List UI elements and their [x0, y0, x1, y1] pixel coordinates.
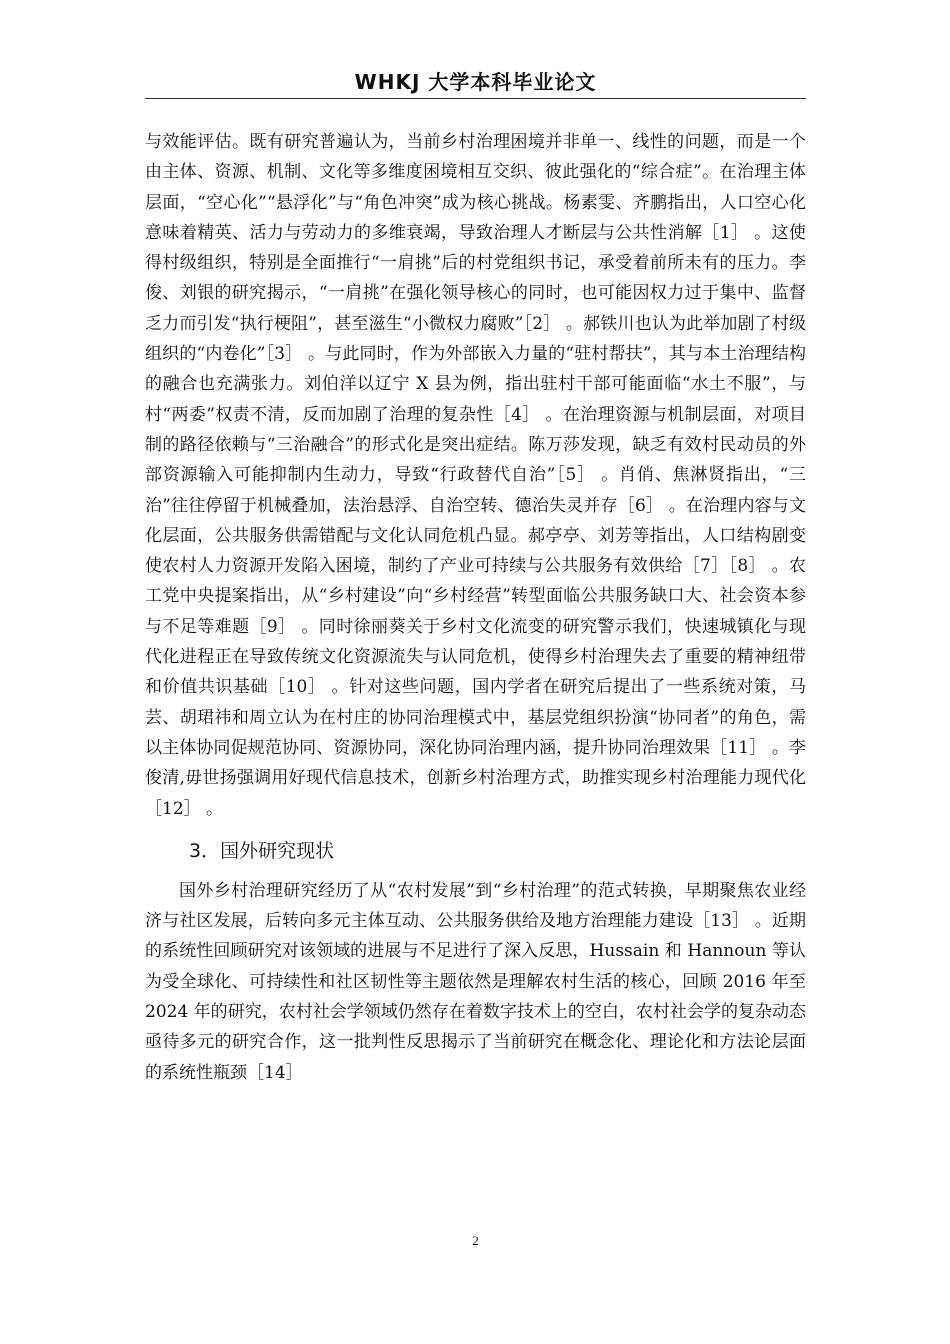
- section-heading-foreign-research: 3．国外研究现状: [189, 839, 335, 862]
- body-paragraph-foreign-research: 国外乡村治理研究经历了从“农村发展”到“乡村治理”的范式转换，早期聚焦农业经济与社区发展，后转向多元主体互动、公共服务供给及地方治理能力建设［13］ 。近期的系统性回顾研究对该领域的进展与不足进行了深入反思，Hussain 和 Hannoun 等认为受全球化、可持续性和社区韧性等主题依然是理解农村生活的核心，回顾 2016 年至 2024 年的研究，农村社会学领域仍然存在着数字技术上的空白，农村社会学的复杂动态亟待多元的研究合作，这一批判性反思揭示了当前研究在概念化、理论化和方法论层面的系统性瓶颈［14］: [145, 880, 806, 1083]
- header-divider: [145, 98, 806, 99]
- page-number: 2: [472, 1233, 479, 1248]
- page-header-title: WHKJ 大学本科毕业论文: [354, 70, 597, 94]
- body-paragraph-domestic-research: 与效能评估。既有研究普遍认为，当前乡村治理困境并非单一、线性的问题，而是一个由主体、资源、机制、文化等多维度困境相互交织、彼此强化的“综合症”。在治理主体层面，“空心化”“悬浮化”与“角色冲突”成为核心挑战。杨素雯、齐鹏指出，人口空心化意味着精英、活力与劳动力的多维衰竭，导致治理人才断层与公共性消解［1］ 。这使得村级组织，特别是全面推行“一肩挑”后的村党组织书记，承受着前所未有的压力。李俊、刘银的研究揭示，“一肩挑”在强化领导核心的同时，也可能因权力过于集中、监督乏力而引发“执行梗阻”，甚至滋生“小微权力腐败”［2］ 。郝铁川也认为此举加剧了村级组织的“内卷化”［3］ 。与此同时，作为外部嵌入力量的“驻村帮扶”，其与本土治理结构的融合也充满张力。刘伯洋以辽宁 X 县为例，指出驻村干部可能面临“水土不服”，与村“两委”权责不清，反而加剧了治理的复杂性［4］ 。在治理资源与机制层面，对项目制的路径依赖与“三治融合”的形式化是突出症结。陈万莎发现，缺乏有效村民动员的外部资源输入可能抑制内生动力，导致“行政替代自治”［5］ 。肖俏、焦淋贤指出，“三治”往往停留于机械叠加，法治悬浮、自治空转、德治失灵并存［6］ 。在治理内容与文化层面，公共服务供需错配与文化认同危机凸显。郝亭亭、刘芳等指出，人口结构剧变使农村人力资源开发陷入困境，制约了产业可持续与公共服务有效供给［7］［8］ 。农工党中央提案指出，从“乡村建设”向“乡村经营”转型面临公共服务缺口大、社会资本参与不足等难题［9］ 。同时徐丽葵关于乡村文化流变的研究警示我们，快速城镇化与现代化进程正在导致传统文化资源流失与认同危机，使得乡村治理失去了重要的精神纽带和价值共识基础［10］ 。针对这些问题，国内学者在研究后提出了一些系统对策，马芸、胡珺祎和周立认为在村庄的协同治理模式中，基层党组织扮演“协同者”的角色，需以主体协同促规范协同、资源协同，深化协同治理内涵，提升协同治理效果［11］ 。李俊清,毋世扬强调用好现代信息技术，创新乡村治理方式，助推实现乡村治理能力现代化［12］ 。: [145, 132, 806, 819]
- document-body: [145, 127, 806, 1088]
